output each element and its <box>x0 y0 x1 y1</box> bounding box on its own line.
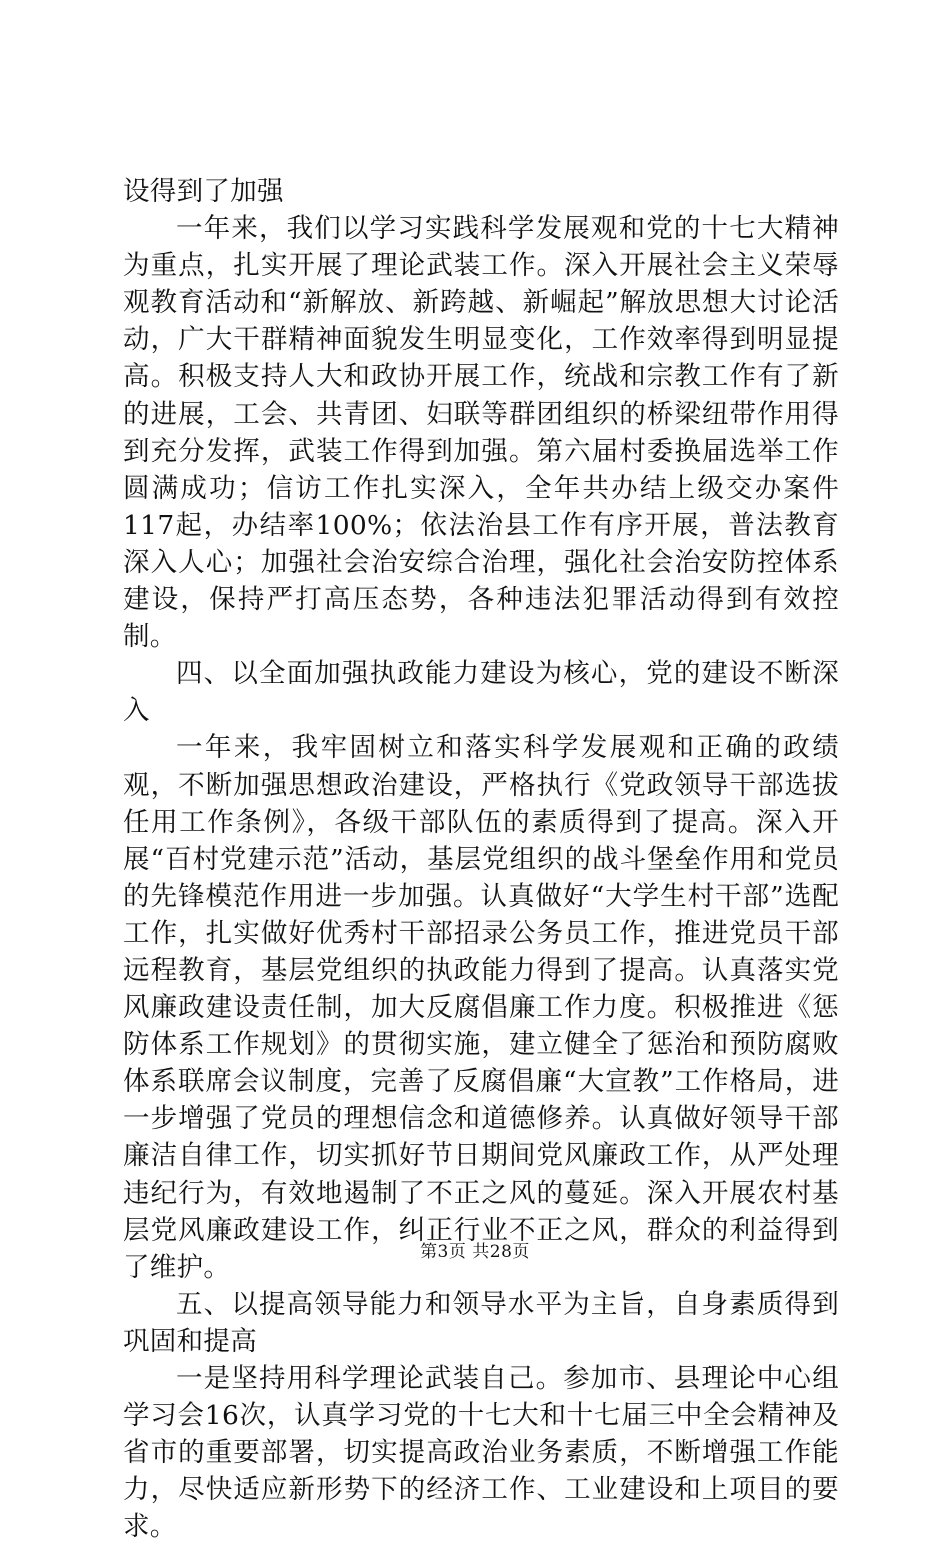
section-heading-party-building: 四、以全面加强执政能力建设为核心，党的建设不断深入 <box>123 658 839 727</box>
paragraph-continuation: 设得到了加强 <box>123 176 284 207</box>
page-footer: 第3页 共28页 <box>420 1242 530 1262</box>
document-body <box>123 173 839 1545</box>
paragraph-theory-study: 一是坚持用科学理论武装自己。参加市、县理论中心组学习会16次，认真学习党的十七大和十七届三中全会精神及省市的重要部署，切实提高政治业务素质，不断增强工作能力，尽快适应新形势下的经济工作、工业建设和上项目的要求。 <box>123 1363 839 1543</box>
paragraph-party-building: 一年来，我牢固树立和落实科学发展观和正确的政绩观，不断加强思想政治建设，严格执行《党政领导干部选拔任用工作条例》，各级干部队伍的素质得到了提高。深入开展“百村党建示范”活动，基层党组织的战斗堡垒作用和党员的先锋模范作用进一步加强。认真做好“大学生村干部”选配工作，扎实做好优秀村干部招录公务员工作，推进党员干部远程教育，基层党组织的执政能力得到了提高。认真落实党风廉政建设责任制，加大反腐倡廉工作力度。积极推进《惩防体系工作规划》的贯彻实施，建立健全了惩治和预防腐败体系联席会议制度，完善了反腐倡廉“大宣教”工作格局，进一步增强了党员的理想信念和道德修养。认真做好领导干部廉洁自律工作，切实抓好节日期间党风廉政工作，从严处理违纪行为，有效地遏制了不正之风的蔓延。深入开展农村基层党风廉政建设工作，纠正行业不正之风，群众的利益得到了维护。 <box>123 732 839 1283</box>
section-heading-self-improvement: 五、以提高领导能力和领导水平为主旨，自身素质得到巩固和提高 <box>123 1288 839 1357</box>
paragraph-theory-work: 一年来，我们以学习实践科学发展观和党的十七大精神为重点，扎实开展了理论武装工作。深入开展社会主义荣辱观教育活动和“新解放、新跨越、新崛起”解放思想大讨论活动，广大干群精神面貌发生明显变化，工作效率得到明显提高。积极支持人大和政协开展工作，统战和宗教工作有了新的进展，工会、共青团、妇联等群团组织的桥梁纽带作用得到充分发挥，武装工作得到加强。第六届村委换届选举工作圆满成功；信访工作扎实深入，全年共办结上级交办案件117起，办结率100%；依法治县工作有序开展，普法教育深入人心；加强社会治安综合治理，强化社会治安防控体系建设，保持严打高压态势，各种违法犯罪活动得到有效控制。 <box>123 213 839 653</box>
